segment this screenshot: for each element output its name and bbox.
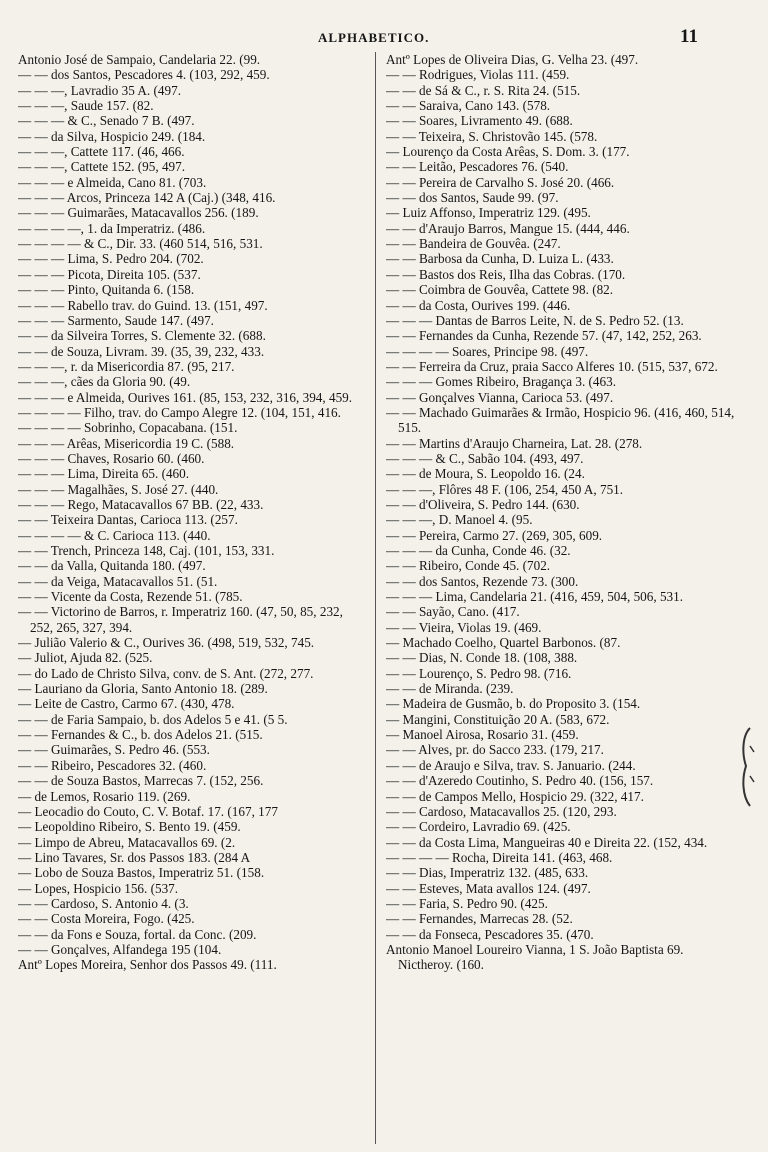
directory-entry: — — — Sarmento, Saude 147. (497. xyxy=(18,312,214,328)
directory-entry: — — Pereira de Carvalho S. José 20. (466. xyxy=(386,174,615,190)
directory-entry: — Machado Coelho, Quartel Barbonos. (87. xyxy=(386,635,621,651)
directory-entry: — — d'Araujo Barros, Mangue 15. (444, 446. xyxy=(386,220,630,236)
directory-entry: — — da Costa, Ourives 199. (446. xyxy=(386,297,571,313)
directory-entry: — — Ribeiro, Conde 45. (702. xyxy=(386,558,551,574)
directory-entry: — — —, Cattete 152. (95, 497. xyxy=(18,159,186,175)
directory-entry: — — — Arêas, Misericordia 19 C. (588. xyxy=(18,435,235,451)
directory-entry: — — — — & C. Carioca 113. (440. xyxy=(18,527,211,543)
directory-entry: — Leite de Castro, Carmo 67. (430, 478. xyxy=(18,696,235,712)
directory-entry: — — Rodrigues, Violas 111. (459. xyxy=(386,67,570,83)
directory-entry: — — — e Almeida, Cano 81. (703. xyxy=(18,174,207,190)
directory-entry: — — de Faria Sampaio, b. dos Adelos 5 e 41. (5 5. xyxy=(18,711,288,727)
directory-entry: — — Guimarães, S. Pedro 46. (553. xyxy=(18,742,210,758)
directory-entry: — Lauriano da Gloria, Santo Antonio 18. (289. xyxy=(18,681,268,697)
directory-entry: — — da Fons e Souza, fortal. da Conc. (209. xyxy=(18,926,257,942)
directory-entry: — — Ribeiro, Pescadores 32. (460. xyxy=(18,757,207,773)
directory-entry: — — de Sá & C., r. S. Rita 24. (515. xyxy=(386,82,581,98)
margin-bracket-mark xyxy=(736,726,756,808)
directory-entry: — — Barbosa da Cunha, D. Luiza L. (433. xyxy=(386,251,614,267)
directory-entry: Antonio José de Sampaio, Candelaria 22. (99. xyxy=(18,52,261,67)
directory-entry: — — — Arcos, Princeza 142 A (Caj.) (348, 416. xyxy=(18,190,276,206)
directory-entry: — — — Lima, Direita 65. (460. xyxy=(18,466,190,482)
directory-entry: — — da Costa Lima, Mangueiras 40 e Direita 22. (152, 434. xyxy=(386,834,708,850)
directory-entry: — — Teixeira, S. Christovão 145. (578. xyxy=(386,128,598,144)
page-number: 11 xyxy=(680,26,698,47)
directory-entry: — de Lemos, Rosario 119. (269. xyxy=(18,788,191,804)
directory-entry: — — Victorino de Barros, r. Imperatriz 160. (47, 50, 85, 232, 252, 265, 327, 394. xyxy=(18,604,343,635)
directory-entry: — — Dias, Imperatriz 132. (485, 633. xyxy=(386,865,589,881)
directory-entry: — — Gonçalves, Alfandega 195 (104. xyxy=(18,941,222,957)
directory-entry: — — da Veiga, Matacavallos 51. (51. xyxy=(18,573,218,589)
directory-entry: — — Saraiva, Cano 143. (578. xyxy=(386,98,551,114)
directory-entry: — — Sayão, Cano. (417. xyxy=(386,604,520,620)
directory-entry: Antº Lopes Moreira, Senhor dos Passos 49. (111. xyxy=(18,957,277,973)
directory-entry: — Lino Tavares, Sr. dos Passos 183. (284 A xyxy=(18,849,251,865)
directory-entry: — — dos Santos, Pescadores 4. (103, 292, 459. xyxy=(18,67,270,83)
directory-entry: — — — Dantas de Barros Leite, N. de S. Pedro 52. (13. xyxy=(386,312,684,328)
directory-entry: — Limpo de Abreu, Matacavallos 69. (2. xyxy=(18,834,236,850)
directory-entry: — — de Miranda. (239. xyxy=(386,681,514,697)
directory-entry: — — Alves, pr. do Sacco 233. (179, 217. xyxy=(386,742,604,758)
directory-entry: — Lobo de Souza Bastos, Imperatriz 51. (158. xyxy=(18,865,265,881)
directory-entry: — — Leitão, Pescadores 76. (540. xyxy=(386,159,569,175)
directory-entry: — — Cardoso, S. Antonio 4. (3. xyxy=(18,895,189,911)
directory-entry: — — — — Rocha, Direita 141. (463, 468. xyxy=(386,849,613,865)
directory-entry: — Lopes, Hospicio 156. (537. xyxy=(18,880,179,896)
directory-entry: — — d'Oliveira, S. Pedro 144. (630. xyxy=(386,496,580,512)
directory-entry: — — — Lima, S. Pedro 204. (702. xyxy=(18,251,204,267)
directory-entry: — Manoel Airosa, Rosario 31. (459. xyxy=(386,727,579,743)
directory-entry: — — de Campos Mello, Hospicio 29. (322, 417. xyxy=(386,788,644,804)
directory-entry: — — —, r. da Misericordia 87. (95, 217. xyxy=(18,358,235,374)
directory-entry: — — — — Filho, trav. do Campo Alegre 12. (104, 151, 416. xyxy=(18,404,341,420)
directory-entry: — — Soares, Livramento 49. (688. xyxy=(386,113,573,129)
directory-entry: — — — & C., Sabão 104. (493, 497. xyxy=(386,450,584,466)
directory-entry: — — Teixeira Dantas, Carioca 113. (257. xyxy=(18,512,238,528)
directory-entry: — — da Silva, Hospicio 249. (184. xyxy=(18,128,206,144)
directory-entry: — — Lourenço, S. Pedro 98. (716. xyxy=(386,665,572,681)
directory-entry: — — de Araujo e Silva, trav. S. Januario. (244. xyxy=(386,757,636,773)
directory-entry: — Lourenço da Costa Arêas, S. Dom. 3. (177. xyxy=(386,144,630,160)
directory-entry: — — Vieira, Violas 19. (469. xyxy=(386,619,542,635)
directory-entry: — — —, D. Manoel 4. (95. xyxy=(386,512,533,528)
directory-entry: — — — Lima, Candelaria 21. (416, 459, 504, 506, 531. xyxy=(386,589,684,605)
directory-entry: — — —, Saude 157. (82. xyxy=(18,98,154,114)
directory-entry: — — — — Sobrinho, Copacabana. (151. xyxy=(18,420,238,436)
directory-entry: — — Fernandes da Cunha, Rezende 57. (47, 142, 252, 263. xyxy=(386,328,702,344)
directory-entry: — Julião Valerio & C., Ourives 36. (498, 519, 532, 745. xyxy=(18,635,315,651)
directory-entry: — — — — & C., Dir. 33. (460 514, 516, 531. xyxy=(18,236,263,252)
directory-entry: — — — Gomes Ribeiro, Bragança 3. (463. xyxy=(386,374,617,390)
directory-entry: — Luiz Affonso, Imperatriz 129. (495. xyxy=(386,205,591,221)
directory-entry: — — de Souza Bastos, Marrecas 7. (152, 256. xyxy=(18,773,264,789)
directory-entry: — — da Valla, Quitanda 180. (497. xyxy=(18,558,206,574)
directory-entry: — Juliot, Ajuda 82. (525. xyxy=(18,650,153,666)
columns xyxy=(18,52,738,1144)
directory-entry: — Madeira de Gusmão, b. do Proposito 3. (154. xyxy=(386,696,641,712)
directory-entry: Antonio Manoel Loureiro Vianna, 1 S. João Baptista 69. Nictheroy. (160. xyxy=(386,941,684,973)
directory-entry: — — Gonçalves Vianna, Carioca 53. (497. xyxy=(386,389,614,405)
directory-entry: — — —, Lavradio 35 A. (497. xyxy=(18,82,181,98)
directory-entry: — — da Silveira Torres, S. Clemente 32. (688. xyxy=(18,328,266,344)
directory-entry: — — da Fonseca, Pescadores 35. (470. xyxy=(386,926,594,942)
directory-entry: — — Fernandes, Marrecas 28. (52. xyxy=(386,911,573,927)
page-title: ALPHABETICO. xyxy=(318,30,430,45)
directory-entry: — — Cardoso, Matacavallos 25. (120, 293. xyxy=(386,803,617,819)
directory-entry: — — Faria, S. Pedro 90. (425. xyxy=(386,895,548,911)
directory-entry: — — — Magalhães, S. José 27. (440. xyxy=(18,481,219,497)
directory-entry: — — Bandeira de Gouvêa. (247. xyxy=(386,236,561,252)
directory-entry: — — — Chaves, Rosario 60. (460. xyxy=(18,450,205,466)
directory-entry: — — —, Cattete 117. (46, 466. xyxy=(18,144,185,160)
page-header xyxy=(0,26,768,46)
directory-entry: — — Vicente da Costa, Rezende 51. (785. xyxy=(18,589,243,605)
directory-entry: — — —, Flôres 48 F. (106, 254, 450 A, 751. xyxy=(386,481,624,497)
directory-entry: — — Bastos dos Reis, Ilha das Cobras. (170. xyxy=(386,266,626,282)
directory-entry: — — de Souza, Livram. 39. (35, 39, 232, 433. xyxy=(18,343,265,359)
directory-entry: — — — Rabello trav. do Guind. 13. (151, 497. xyxy=(18,297,268,313)
directory-entry: — — Costa Moreira, Fogo. (425. xyxy=(18,911,195,927)
directory-entry: — — Trench, Princeza 148, Caj. (101, 153, 331. xyxy=(18,543,275,558)
directory-entry: — do Lado de Christo Silva, conv. de S. Ant. (272, 277. xyxy=(18,665,314,681)
directory-entry: — — Martins d'Araujo Charneira, Lat. 28. (278. xyxy=(386,435,643,451)
directory-entry: — — Cordeiro, Lavradio 69. (425. xyxy=(386,819,571,835)
directory-entry: — — —, cães da Gloria 90. (49. xyxy=(18,374,191,390)
directory-entry: — — Ferreira da Cruz, praia Sacco Alferes 10. (515, 537, 672. xyxy=(386,358,718,374)
directory-entry: — — Dias, N. Conde 18. (108, 388. xyxy=(386,650,578,666)
right-column xyxy=(386,52,736,1144)
directory-entry: — — — Pinto, Quitanda 6. (158. xyxy=(18,282,195,298)
directory-entry: — Leopoldino Ribeiro, S. Bento 19. (459. xyxy=(18,819,241,835)
directory-entry: Antº Lopes de Oliveira Dias, G. Velha 23. (497. xyxy=(386,52,639,67)
directory-entry: — — — — Soares, Principe 98. (497. xyxy=(386,343,589,359)
directory-entry: — — Esteves, Mata avallos 124. (497. xyxy=(386,880,591,896)
column-divider xyxy=(375,52,376,1144)
left-column xyxy=(18,52,368,1144)
directory-entry: — — — da Cunha, Conde 46. (32. xyxy=(386,543,571,558)
directory-entry: — Mangini, Constituição 20 A. (583, 672. xyxy=(386,711,610,727)
directory-entry: — — — & C., Senado 7 B. (497. xyxy=(18,113,195,129)
directory-entry: — — — e Almeida, Ourives 161. (85, 153, 232, 316, 394, 459. xyxy=(18,389,353,405)
directory-entry: — — — —, 1. da Imperatriz. (486. xyxy=(18,220,206,236)
directory-entry: — — — Guimarães, Matacavallos 256. (189. xyxy=(18,205,259,221)
directory-entry: — — — Rego, Matacavallos 67 BB. (22, 433. xyxy=(18,496,264,512)
directory-entry: — — Pereira, Carmo 27. (269, 305, 609. xyxy=(386,527,603,543)
directory-entry: — — d'Azeredo Coutinho, S. Pedro 40. (156, 157. xyxy=(386,773,654,789)
directory-entry: — — de Moura, S. Leopoldo 16. (24. xyxy=(386,466,585,482)
directory-entry: — — dos Santos, Saude 99. (97. xyxy=(386,190,559,206)
directory-entry: — Leocadio do Couto, C. V. Botaf. 17. (167, 177 xyxy=(18,803,278,819)
directory-entry: — — Coimbra de Gouvêa, Cattete 98. (82. xyxy=(386,282,614,298)
directory-entry: — — dos Santos, Rezende 73. (300. xyxy=(386,573,579,589)
directory-entry: — — — Picota, Direita 105. (537. xyxy=(18,266,201,282)
directory-entry: — — Machado Guimarães & Irmão, Hospicio 96. (416, 460, 514, 515. xyxy=(386,404,735,436)
directory-entry: — — Fernandes & C., b. dos Adelos 21. (515. xyxy=(18,727,263,743)
